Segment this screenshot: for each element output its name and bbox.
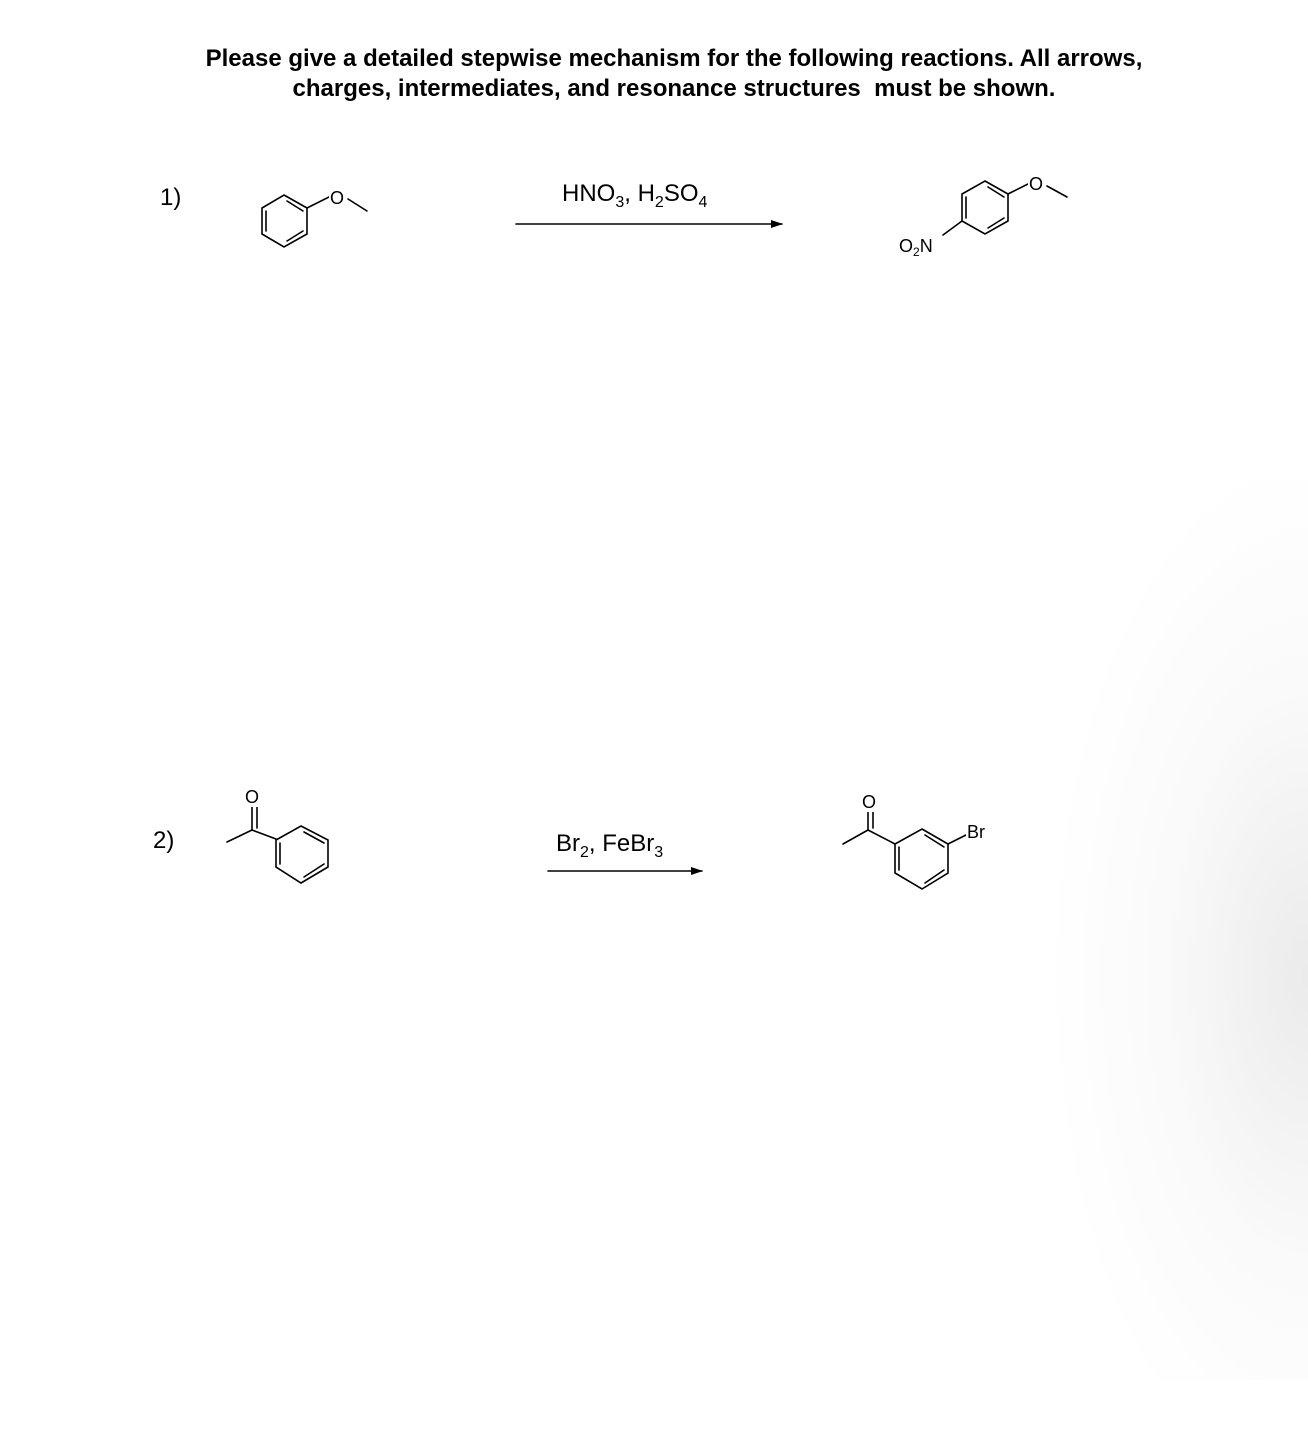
reagent-text: Br: [556, 830, 580, 857]
reagent-subscript: 2: [654, 194, 664, 211]
reagent-subscript: 4: [698, 194, 708, 211]
reagent-text: , H: [624, 180, 655, 207]
bromine-label: Br: [967, 822, 985, 842]
reaction-1-number: 1): [160, 184, 182, 211]
reaction-2-reactant-acetophenone: [227, 806, 328, 883]
reaction-2-number: 2): [153, 827, 175, 854]
reagent-subscript: 2: [580, 844, 589, 861]
reagent-text: , FeBr: [588, 830, 655, 857]
reagent-subscript: 3: [654, 844, 664, 861]
reaction-1-product-oxygen: O: [1029, 174, 1044, 194]
reaction-1-reactant-anisole: [262, 195, 367, 247]
reagent-subscript: 3: [615, 194, 625, 211]
instructions-line-2: charges, intermediates, and resonance structures must be shown.: [292, 75, 1056, 102]
reaction-1-reactant-oxygen: O: [330, 188, 345, 208]
reagent-text: SO: [663, 180, 699, 207]
reagent-text: HNO: [562, 180, 616, 207]
reaction-2-product-bromoacetophenone: [843, 806, 968, 889]
instructions-line-1: Please give a detailed stepwise mechanism for the following reactions. All arrows,: [205, 45, 1143, 72]
reaction-2-reactant-oxygen: O: [245, 787, 260, 807]
reaction-1-product-nitroanisole: [943, 181, 1067, 235]
nitro-group-label: $O_2N$: [899, 236, 933, 259]
reaction-2-product-oxygen: O: [862, 792, 877, 812]
